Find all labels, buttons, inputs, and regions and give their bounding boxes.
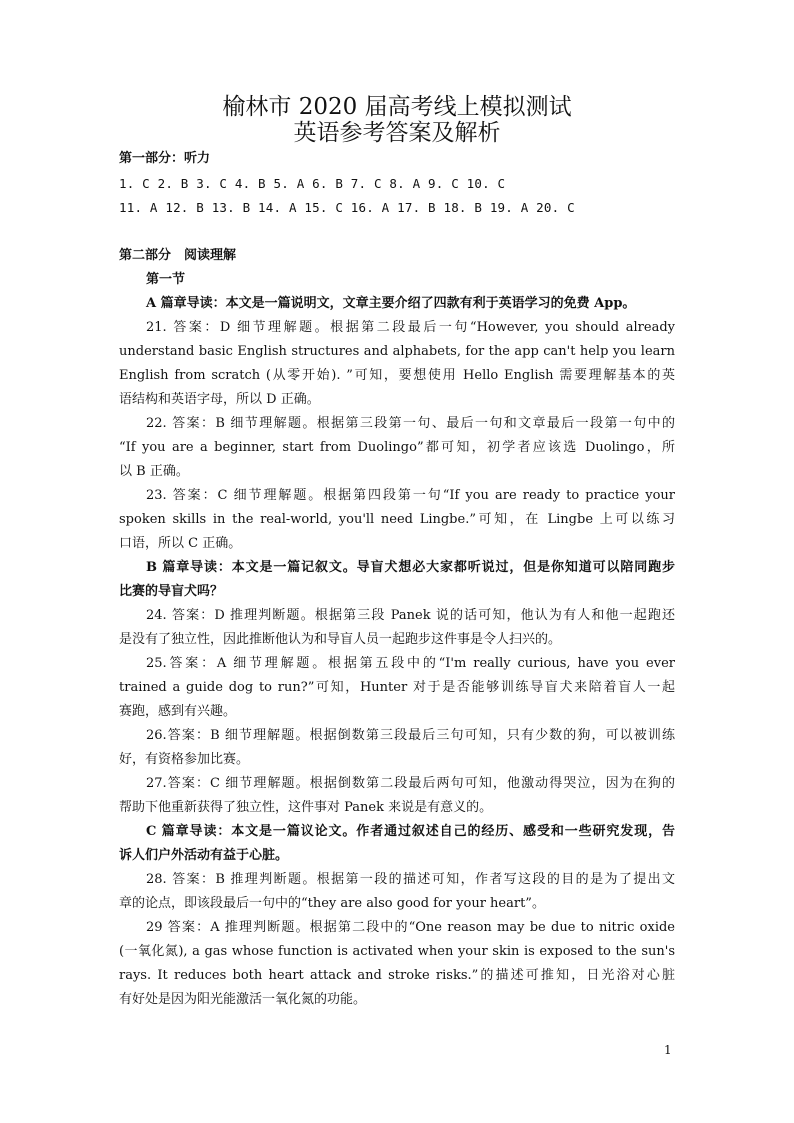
document-title: 榆林市 2020 届高考线上模拟测试 (222, 94, 572, 120)
answer-line: 有好处是因为阳光能激活一氧化氮的功能。 (119, 992, 367, 1007)
answer-line: trained a guide dog to run?”可知，Hunter 对于是否能够训练导盲犬来陪着盲人一起 (119, 680, 675, 695)
listening-answers-row-2: 11. A 12. B 13. B 14. A 15. C 16. A 17. B 18. B 19. A 20. C (119, 200, 575, 215)
answer-line: rays. It reduces both heart attack and stroke risks.”的描述可推知，日光浴对心脏 (119, 968, 675, 983)
answer-line: “If you are a beginner, start from Duolingo”都可知，初学者应该选 Duolingo，所 (119, 440, 675, 455)
answer-line: 口语，所以 C 正确。 (119, 536, 242, 551)
answer-line: 语结构和英语字母，所以 D 正确。 (119, 392, 320, 407)
answer-line: 28. 答案：B 推理判断题。根据第一段的描述可知，作者写这段的目的是为了提出文 (146, 872, 675, 887)
answer-line: 24. 答案：D 推理判断题。根据第三段 Panek 说的话可知，他认为有人和他一起跑还 (146, 608, 675, 623)
section-heading: 第一节 (146, 272, 186, 287)
answer-line: 好，有资格参加比赛。 (119, 752, 250, 767)
answer-line: understand basic English structures and alphabets, for the app can't help you learn (119, 344, 675, 359)
answer-line: 29 答案：A 推理判断题。根据第二段中的“One reason may be due to nitric oxide (146, 920, 675, 935)
answer-line: 帮助下他重新获得了独立性，这件事对 Panek 来说是有意义的。 (119, 800, 493, 815)
passage-b-intro-cont: 比赛的导盲犬吗？ (119, 584, 224, 599)
part2-heading: 第二部分 阅读理解 (119, 248, 237, 263)
answer-line: 25.答案：A 细节理解题。根据第五段中的“I'm really curious, have you ever (146, 656, 675, 671)
answer-line: 赛跑，感到有兴趣。 (119, 704, 237, 719)
answer-line: 27.答案：C 细节理解题。根据倒数第二段最后两句可知，他激动得哭泣，因为在狗的 (146, 776, 675, 791)
listening-answers-row-1: 1. C 2. B 3. C 4. B 5. A 6. B 7. C 8. A 9. C 10. C (119, 176, 506, 191)
answer-line: 是没有了独立性，因此推断他认为和导盲人员一起跑步这件事是令人扫兴的。 (119, 632, 562, 647)
answer-line: spoken skills in the real-world, you'll need Lingbe.”可知，在 Lingbe 上可以练习 (119, 512, 675, 527)
passage-b-intro: B 篇章导读：本文是一篇记叙文。导盲犬想必大家都听说过，但是你知道可以陪同跑步 (146, 560, 675, 575)
document-subtitle: 英语参考答案及解析 (293, 120, 501, 146)
answer-line: English from scratch (从零开始). ”可知，要想使用 Hello English 需要理解基本的英 (119, 368, 675, 383)
passage-c-intro: C 篇章导读：本文是一篇议论文。作者通过叙述自己的经历、感受和一些研究发现，告 (146, 824, 675, 839)
page-number: 1 (664, 1043, 672, 1057)
answer-line: 22. 答案：B 细节理解题。根据第三段第一句、最后一句和文章最后一段第一句中的 (146, 416, 675, 431)
answer-line: 26.答案：B 细节理解题。根据倒数第三段最后三句可知，只有少数的狗，可以被训练 (146, 728, 675, 743)
answer-line: 23. 答案：C 细节理解题。根据第四段第一句“If you are ready to practice your (146, 488, 675, 503)
answer-line: 章的论点，即该段最后一句中的“they are also good for your heart”。 (119, 896, 545, 911)
part1-heading: 第一部分：听力 (119, 151, 211, 166)
answer-line: (一氧化氮), a gas whose function is activated when your skin is exposed to the sun's (119, 944, 675, 959)
answer-line: 以 B 正确。 (119, 464, 189, 479)
passage-c-intro-cont: 诉人们户外活动有益于心脏。 (119, 848, 289, 863)
answer-line: 21. 答案：D 细节理解题。根据第二段最后一句“However, you should already (146, 320, 675, 335)
passage-a-intro: A 篇章导读：本文是一篇说明文，文章主要介绍了四款有利于英语学习的免费 App。 (146, 296, 636, 311)
